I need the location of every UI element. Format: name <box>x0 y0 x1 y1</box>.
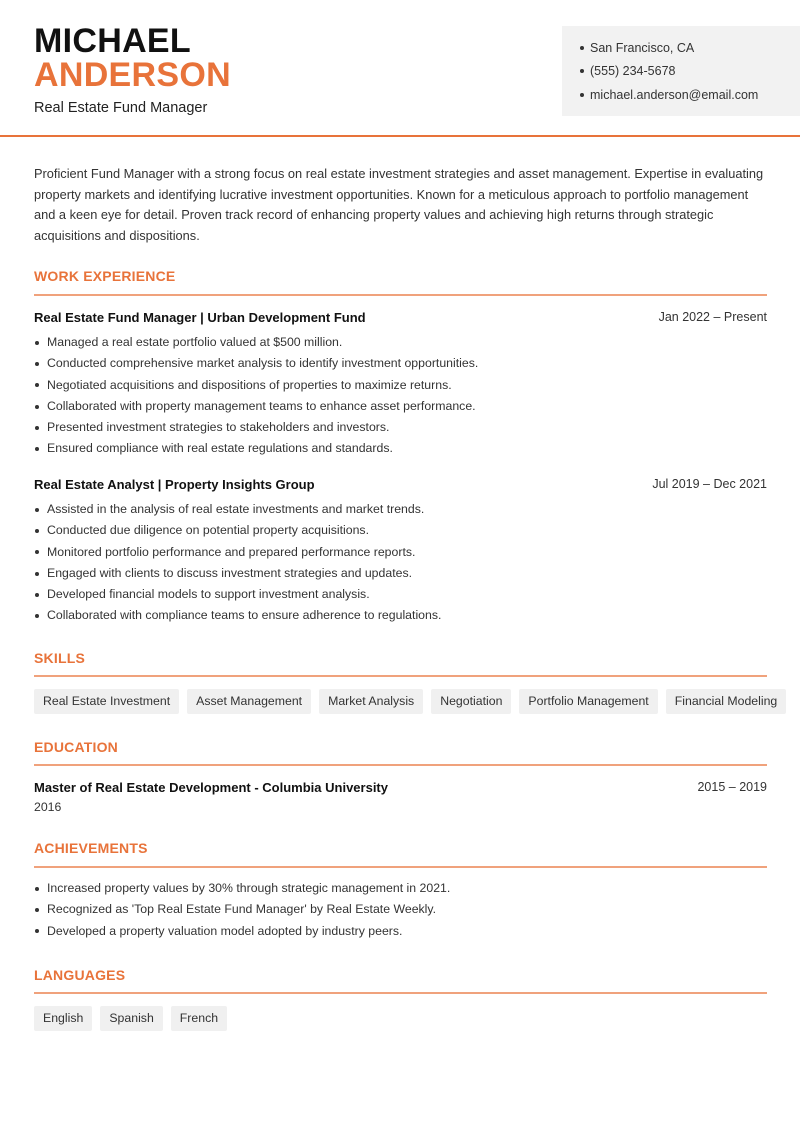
first-name: MICHAEL <box>34 22 191 60</box>
bullet-text: Engaged with clients to discuss investment strategies and updates. <box>47 565 413 580</box>
bullet-text: Monitored portfolio performance and prepared performance reports. <box>47 544 416 559</box>
bullet-text: Increased property values by 30% through strategic management in 2021. <box>47 881 451 895</box>
skill-chip: Negotiation <box>431 689 511 714</box>
list-item <box>34 375 767 396</box>
skill-chip: Financial Modeling <box>666 689 787 714</box>
section-divider <box>34 992 767 994</box>
bullet-icon <box>35 341 39 345</box>
job-role: Real Estate Fund Manager | Urban Development Fund <box>34 310 366 325</box>
contact-email <box>580 83 800 107</box>
bullet-icon <box>580 46 584 50</box>
list-item <box>34 332 767 353</box>
resume-header <box>0 0 800 137</box>
section-title-education: EDUCATION <box>34 739 118 755</box>
bullet-icon <box>35 383 39 387</box>
bullet-icon <box>35 908 39 912</box>
list-item <box>34 353 767 374</box>
language-chip: French <box>171 1006 227 1031</box>
bullet-icon <box>35 593 39 597</box>
skills-list <box>34 689 786 714</box>
bullet-text: Developed financial models to support investment analysis. <box>47 587 370 602</box>
bullet-text: Assisted in the analysis of real estate investments and market trends. <box>47 502 425 516</box>
list-item <box>34 542 767 563</box>
last-name: ANDERSON <box>34 56 231 94</box>
summary: Proficient Fund Manager with a strong focus on real estate investment strategies and asset management. Expertise in evaluating property markets and identifying lucrative investment opportunities. Known for a meticulous approach to portfolio management and a keen eye for detail. Proven track record of enhancing property values and achieving high returns through strategic acquisitions and dispositions. <box>34 166 764 244</box>
bullet-icon <box>580 93 584 97</box>
skill-chip: Asset Management <box>187 689 311 714</box>
education-dates: 2015 – 2019 <box>697 780 767 794</box>
bullet-icon <box>35 405 39 409</box>
skill-chip: Portfolio Management <box>519 689 657 714</box>
bullet-text: Conducted comprehensive market analysis to identify investment opportunities. <box>47 356 479 371</box>
section-divider <box>34 675 767 677</box>
contact-box <box>562 26 800 116</box>
degree: Master of Real Estate Development - Columbia University <box>34 780 388 795</box>
section-title-languages: LANGUAGES <box>34 967 126 983</box>
contact-location <box>580 36 800 60</box>
job-role: Real Estate Analyst | Property Insights Group <box>34 477 315 492</box>
languages-list <box>34 1006 227 1031</box>
list-item <box>34 563 767 584</box>
job-header <box>34 477 767 492</box>
section-divider <box>34 294 767 296</box>
section-title-achievements: ACHIEVEMENTS <box>34 840 148 856</box>
bullet-text: Negotiated acquisitions and dispositions of properties to maximize returns. <box>47 377 452 392</box>
list-item <box>34 499 767 520</box>
bullet-text: Collaborated with property management teams to enhance asset performance. <box>47 398 476 413</box>
education-header <box>34 780 767 795</box>
list-item <box>34 584 767 605</box>
bullet-text: Recognized as 'Top Real Estate Fund Manager' by Real Estate Weekly. <box>47 902 437 917</box>
achievement-bullets <box>34 878 767 942</box>
list-item <box>34 520 767 541</box>
list-item <box>34 417 767 438</box>
location-text: San Francisco, CA <box>590 40 695 55</box>
skill-chip: Real Estate Investment <box>34 689 179 714</box>
bullet-icon <box>35 929 39 933</box>
bullet-icon <box>35 362 39 366</box>
bullet-icon <box>35 529 39 533</box>
bullet-text: Ensured compliance with real estate regulations and standards. <box>47 441 393 456</box>
section-title-work: WORK EXPERIENCE <box>34 268 176 284</box>
phone-text: (555) 234-5678 <box>590 64 676 79</box>
bullet-icon <box>35 508 39 512</box>
list-item <box>34 605 767 626</box>
section-divider <box>34 866 767 868</box>
bullet-text: Managed a real estate portfolio valued at $500 million. <box>47 335 343 349</box>
list-item <box>34 438 767 459</box>
contact-phone <box>580 60 800 84</box>
bullet-icon <box>580 69 584 73</box>
section-title-skills: SKILLS <box>34 650 85 666</box>
list-item <box>34 878 767 899</box>
bullet-text: Developed a property valuation model adopted by industry peers. <box>47 923 403 938</box>
bullet-icon <box>35 887 39 891</box>
email-text: michael.anderson@email.com <box>590 87 759 102</box>
job-header <box>34 310 767 325</box>
bullet-icon <box>35 447 39 451</box>
job-bullets <box>34 332 767 460</box>
job-dates: Jan 2022 – Present <box>658 310 767 324</box>
list-item <box>34 396 767 417</box>
bullet-text: Collaborated with compliance teams to ensure adherence to regulations. <box>47 608 442 623</box>
list-item <box>34 899 767 920</box>
bullet-text: Conducted due diligence on potential property acquisitions. <box>47 523 369 538</box>
education-year: 2016 <box>34 800 62 814</box>
bullet-icon <box>35 426 39 430</box>
language-chip: Spanish <box>100 1006 162 1031</box>
job-dates: Jul 2019 – Dec 2021 <box>652 477 767 491</box>
bullet-icon <box>35 550 39 554</box>
bullet-icon <box>35 614 39 618</box>
bullet-icon <box>35 572 39 576</box>
section-divider <box>34 764 767 766</box>
bullet-text: Presented investment strategies to stakeholders and investors. <box>47 420 390 435</box>
job-bullets <box>34 499 767 627</box>
job-title: Real Estate Fund Manager <box>34 100 208 116</box>
language-chip: English <box>34 1006 92 1031</box>
skill-chip: Market Analysis <box>319 689 423 714</box>
list-item <box>34 921 767 942</box>
